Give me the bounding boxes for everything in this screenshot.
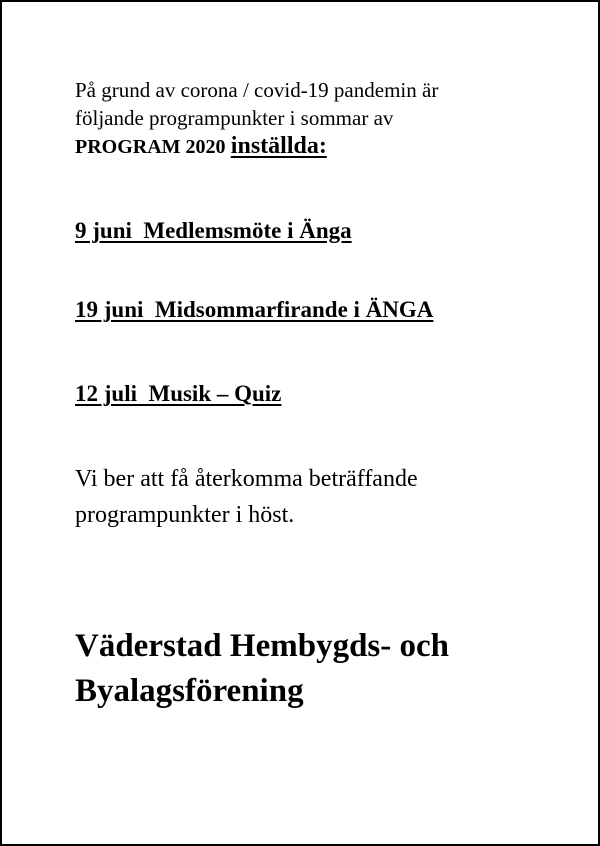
intro-line-2: följande programpunkter i sommar av bbox=[75, 106, 394, 130]
followup-line-2: programpunkter i höst. bbox=[75, 502, 295, 528]
cancelled-label: inställda: bbox=[230, 133, 327, 159]
organization-name bbox=[75, 624, 575, 714]
event-item-music-quiz: 12 juli Musik – Quiz bbox=[75, 381, 282, 406]
followup-line-1: Vi ber att få återkomma beträffande bbox=[75, 466, 418, 492]
intro-line-3 bbox=[75, 132, 555, 161]
organization-line-1: Väderstad Hembygds- och bbox=[75, 628, 450, 664]
intro-line-1: På grund av corona / covid-19 pandemin är bbox=[75, 78, 439, 102]
followup-paragraph bbox=[75, 461, 555, 533]
organization-line-2: Byalagsförening bbox=[75, 673, 304, 709]
event-item-midsummer-meeting: 9 juni Medlemsmöte i Änga bbox=[75, 218, 352, 243]
intro-paragraph bbox=[75, 76, 555, 161]
program-label: PROGRAM 2020 bbox=[75, 136, 226, 158]
event-item-midsummer-celebration: 19 juni Midsommarfirande i ÄNGA bbox=[75, 297, 434, 322]
